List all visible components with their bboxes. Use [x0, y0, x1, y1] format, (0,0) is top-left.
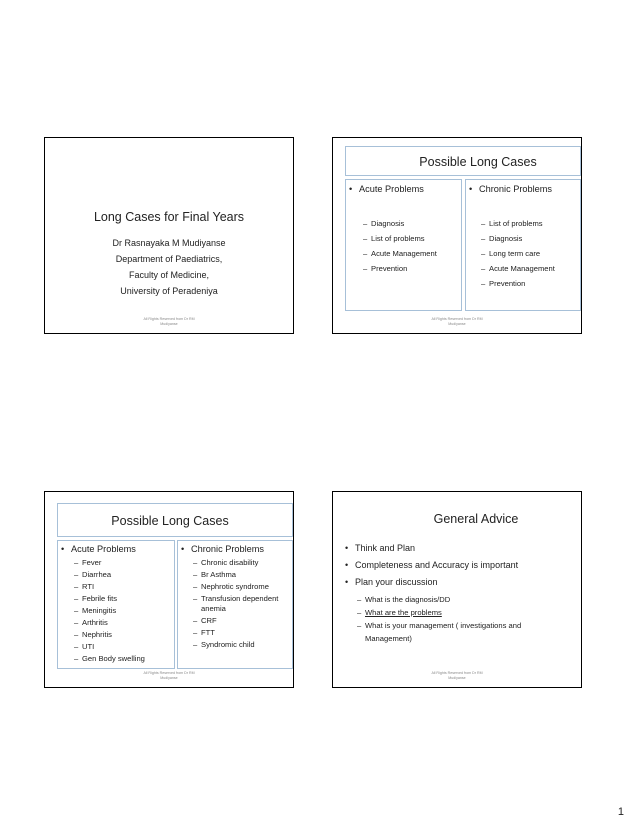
- bullet-item: • Plan your discussion: [345, 577, 438, 587]
- acute-heading: • Acute Problems: [349, 184, 424, 194]
- chronic-heading: • Chronic Problems: [181, 544, 265, 554]
- author-line: Department of Paediatrics,: [115, 254, 223, 264]
- slide-title: Long Cases for Final Years: [93, 210, 245, 224]
- list-item: – Prevention: [363, 264, 408, 273]
- slide-title: Possible Long Cases: [57, 503, 293, 537]
- slide-footer: All Rights Reserved from Dr RM Mudiyanse: [143, 317, 195, 326]
- list-item: – FTT: [193, 628, 215, 637]
- list-item: – CRF: [193, 616, 217, 625]
- list-item: – Diarrhea: [74, 570, 112, 579]
- slide-2: [332, 137, 582, 334]
- chronic-heading: • Chronic Problems: [469, 184, 553, 194]
- author-line: Faculty of Medicine,: [128, 270, 210, 280]
- slide-footer: All Rights Reserved from Dr RM Mudiyanse: [431, 317, 483, 326]
- sub-item: – What is the diagnosis/DD: [357, 595, 451, 604]
- list-item: – Chronic disability: [193, 558, 259, 567]
- slide-4: [332, 491, 582, 688]
- list-item: – Br Asthma: [193, 570, 237, 579]
- sub-item: – What is your management ( investigations and: [357, 621, 522, 630]
- acute-list: [363, 216, 437, 276]
- sub-item: Management): [365, 634, 412, 643]
- slide-1: [44, 137, 294, 334]
- list-item: – Transfusion dependent anemia: [193, 594, 279, 613]
- list-item: – Long term care: [481, 249, 541, 258]
- page-number: 1: [617, 806, 624, 818]
- list-item: – List of problems: [481, 219, 543, 228]
- acute-list: [74, 557, 145, 665]
- bullet-item: • Think and Plan: [345, 543, 416, 553]
- slide-footer: All Rights Reserved from Dr RM Mudiyanse: [431, 671, 483, 680]
- slide-title: Possible Long Cases: [345, 146, 581, 176]
- bullet-item: • Completeness and Accuracy is important: [345, 560, 519, 570]
- list-item: – Meningitis: [74, 606, 117, 615]
- slide-3: [44, 491, 294, 688]
- list-item: – Fever: [74, 558, 102, 567]
- slide-title: General Advice: [433, 512, 519, 526]
- list-item: – Febrile fits: [74, 594, 118, 603]
- list-item: – UTI: [74, 642, 95, 651]
- sub-item: – What are the problems: [357, 608, 442, 617]
- author-line: Dr Rasnayaka M Mudiyanse: [112, 238, 226, 248]
- list-item: – Gen Body swelling: [74, 654, 145, 663]
- list-item: – Syndromic child: [193, 640, 255, 649]
- list-item: – Acute Management: [481, 264, 555, 273]
- list-item: – Acute Management: [363, 249, 437, 258]
- list-item: – Arthritis: [74, 618, 108, 627]
- chronic-list: [193, 557, 285, 651]
- list-item: – List of problems: [363, 234, 425, 243]
- chronic-list: [481, 216, 555, 291]
- list-item: – Diagnosis: [363, 219, 405, 228]
- list-item: – Nephrotic syndrome: [193, 582, 269, 591]
- acute-heading: • Acute Problems: [61, 544, 136, 554]
- author-line: University of Peradeniya: [120, 286, 218, 296]
- author-block: [45, 235, 293, 299]
- slide-footer: All Rights Reserved from Dr RM Mudiyanse: [143, 671, 195, 680]
- list-item: – RTI: [74, 582, 95, 591]
- list-item: – Diagnosis: [481, 234, 523, 243]
- list-item: – Nephritis: [74, 630, 112, 639]
- list-item: – Prevention: [481, 279, 526, 288]
